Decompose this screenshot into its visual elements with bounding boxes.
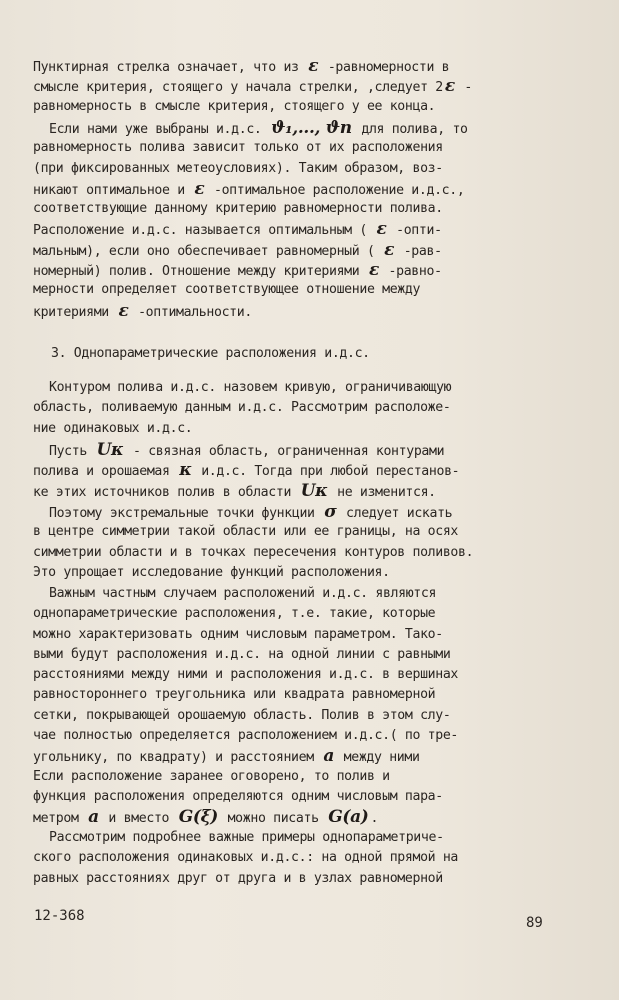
text-line (33, 706, 581, 726)
text-segment: . (370, 811, 379, 827)
text-line (33, 138, 581, 158)
text-segment: для полива, то (353, 122, 468, 137)
text-line (33, 767, 581, 787)
text-segment: Контуром полива и.д.с. назовем кривую, ограничивающую (49, 380, 452, 395)
text-segment: Рассмотрим подробнее важные примеры однопараметриче- (49, 830, 444, 845)
handwritten-symbol: a (323, 746, 335, 767)
text-line (33, 604, 581, 624)
text-line (33, 219, 581, 239)
text-line (33, 179, 581, 199)
text-segment: Пунктирная стрелка означает, что из (33, 60, 307, 75)
handwritten-symbol: ε (444, 76, 455, 97)
text-segment: ского расположения одинаковых и.д.с.: на одной прямой на (33, 850, 459, 866)
text-segment: чае полностью определяется расположением и.д.с.( по тре- (33, 728, 459, 744)
paragraph-dotted-arrow (33, 56, 581, 117)
text-line (33, 502, 581, 522)
text-segment: -равномерности в (320, 60, 450, 75)
text-segment: Поэтому экстремальные точки функции (49, 506, 323, 521)
text-segment: - связная область, ограниченная контурами (125, 444, 445, 459)
text-line (33, 584, 581, 604)
text-segment: однопараметрические расположения, т.е. такие, которые (33, 606, 436, 622)
text-segment: симметрии области и в точках пересечения контуров поливов. (33, 544, 474, 560)
handwritten-symbol: ε (194, 178, 205, 199)
text-line (33, 665, 581, 685)
text-segment: полива и орошаемая (33, 464, 178, 480)
text-line (33, 746, 581, 766)
page-number: 89 (526, 915, 543, 931)
text-line (33, 199, 581, 219)
text-line (33, 460, 581, 480)
text-line (33, 685, 581, 705)
text-segment: соответствующие данному критерию равномерности полива. (33, 201, 443, 217)
text-segment: можно писать (220, 811, 327, 827)
text-segment: -оптимальности. (130, 304, 252, 320)
handwritten-symbol: G(ξ) (178, 807, 218, 828)
text-segment: угольнику, по квадрату) и расстоянием (33, 750, 322, 766)
paragraph-extremal-points (33, 502, 581, 583)
text-segment: в центре симметрии такой области или ее границы, на осях (33, 524, 459, 540)
paragraph-contour-definition (33, 378, 581, 439)
text-segment: ке этих источников полив в области (33, 484, 299, 500)
text-segment: равномерность в смысле критерия, стоящего у ее конца. (33, 98, 436, 114)
text-line (33, 807, 581, 827)
text-segment: номерный) полив. Отношение между критериями (33, 264, 367, 280)
text-segment: -равно- (380, 264, 442, 280)
text-line (33, 481, 581, 501)
text-segment: равностороннего треугольника или квадрата равномерной (33, 687, 436, 703)
text-line (33, 563, 581, 583)
handwritten-symbol: ϑ₁,..., ϑn (271, 118, 352, 138)
text-line (33, 240, 581, 260)
text-segment: не изменится. (329, 484, 436, 500)
text-line (33, 625, 581, 645)
text-line (33, 260, 581, 280)
text-segment: Это упрощает исследование функций расположения. (33, 564, 390, 580)
text-segment: -опти- (388, 223, 442, 239)
text-segment: Расположение и.д.с. называется оптимальным ( (33, 223, 375, 239)
text-line (33, 828, 581, 848)
handwritten-symbol: a (88, 807, 99, 828)
text-segment: выми будут расположения и.д.с. на одной линии с равными (33, 646, 451, 662)
text-segment: -оптимальное расположение и.д.с., (206, 182, 465, 198)
handwritten-symbol: ε (384, 239, 395, 260)
text-line (33, 118, 581, 138)
text-segment: смысле критерия, стоящего у начала стрелки, ,следует 2 (33, 80, 443, 96)
text-line (33, 76, 581, 96)
handwritten-symbol: ε (118, 300, 129, 321)
text-segment: Если нами уже выбраны и.д.с. (49, 122, 270, 137)
handwritten-symbol: Uκ (96, 440, 124, 460)
text-line (33, 378, 581, 398)
text-line (33, 56, 581, 76)
text-segment: Пусть (49, 444, 95, 459)
footer-signature: 12-368 (34, 908, 85, 924)
text-line (33, 543, 581, 563)
text-line (33, 280, 581, 300)
paragraph-examples (33, 828, 581, 889)
text-segment: ние одинаковых и.д.с. (33, 420, 193, 436)
text-segment: Важным частным случаем расположений и.д.с. являются (49, 586, 437, 601)
text-segment: никают оптимальное и (33, 182, 193, 198)
handwritten-symbol: Uκ (300, 480, 328, 501)
text-segment: - (456, 80, 473, 96)
text-segment: равных расстояниях друг от друга и в узлах равномерной (33, 870, 443, 886)
handwritten-symbol: ε (368, 260, 379, 281)
paragraph-optimal-arrangement (33, 118, 581, 321)
text-line (33, 522, 581, 542)
text-segment: метром (33, 811, 87, 827)
text-line (33, 869, 581, 889)
text-line (33, 848, 581, 868)
text-segment: функция расположения определяются одним числовым пара- (33, 788, 443, 804)
paragraph-connected-region (33, 440, 581, 501)
text-segment: область, поливаемую данным и.д.с. Рассмотрим расположе- (33, 400, 451, 416)
text-line (33, 159, 581, 179)
handwritten-symbol: ε (308, 56, 319, 76)
text-segment: Если расположение заранее оговорено, то полив и (33, 768, 390, 784)
text-line (33, 419, 581, 439)
text-line (33, 97, 581, 117)
text-segment: сетки, покрывающей орошаемую область. Полив в этом слу- (33, 707, 451, 723)
text-line (33, 645, 581, 665)
handwritten-symbol: G(a) (328, 807, 369, 828)
text-segment: мальным), если оно обеспечивает равномерный ( (33, 243, 383, 259)
paragraph-one-parameter-arrangements (33, 584, 581, 828)
text-segment: и.д.с. Тогда при любой перестанов- (193, 464, 460, 480)
handwritten-symbol: σ (324, 502, 337, 522)
text-line (33, 787, 581, 807)
section-title: 3. Однопараметрические расположения и.д.с. (51, 346, 370, 361)
handwritten-symbol: ε (376, 219, 387, 240)
text-segment: равномерность полива зависит только от их расположения (33, 140, 443, 156)
text-line (33, 440, 581, 460)
text-segment: между ними (336, 750, 420, 766)
text-line (33, 398, 581, 418)
text-segment: мерности определяет соответствующее отношение между (33, 282, 421, 298)
text-segment: расстояниями между ними и расположения и.д.с. в вершинах (33, 667, 459, 683)
text-segment: (при фиксированных метеоусловиях). Таким образом, воз- (33, 160, 443, 176)
text-line (33, 301, 581, 321)
text-segment: и вместо (100, 811, 177, 827)
text-segment: критериями (33, 304, 117, 320)
text-segment: можно характеризовать одним числовым параметром. Тако- (33, 626, 443, 642)
text-segment: -рав- (396, 243, 442, 259)
text-segment: следует искать (338, 506, 453, 521)
text-line (33, 726, 581, 746)
handwritten-symbol: κ (179, 460, 192, 481)
